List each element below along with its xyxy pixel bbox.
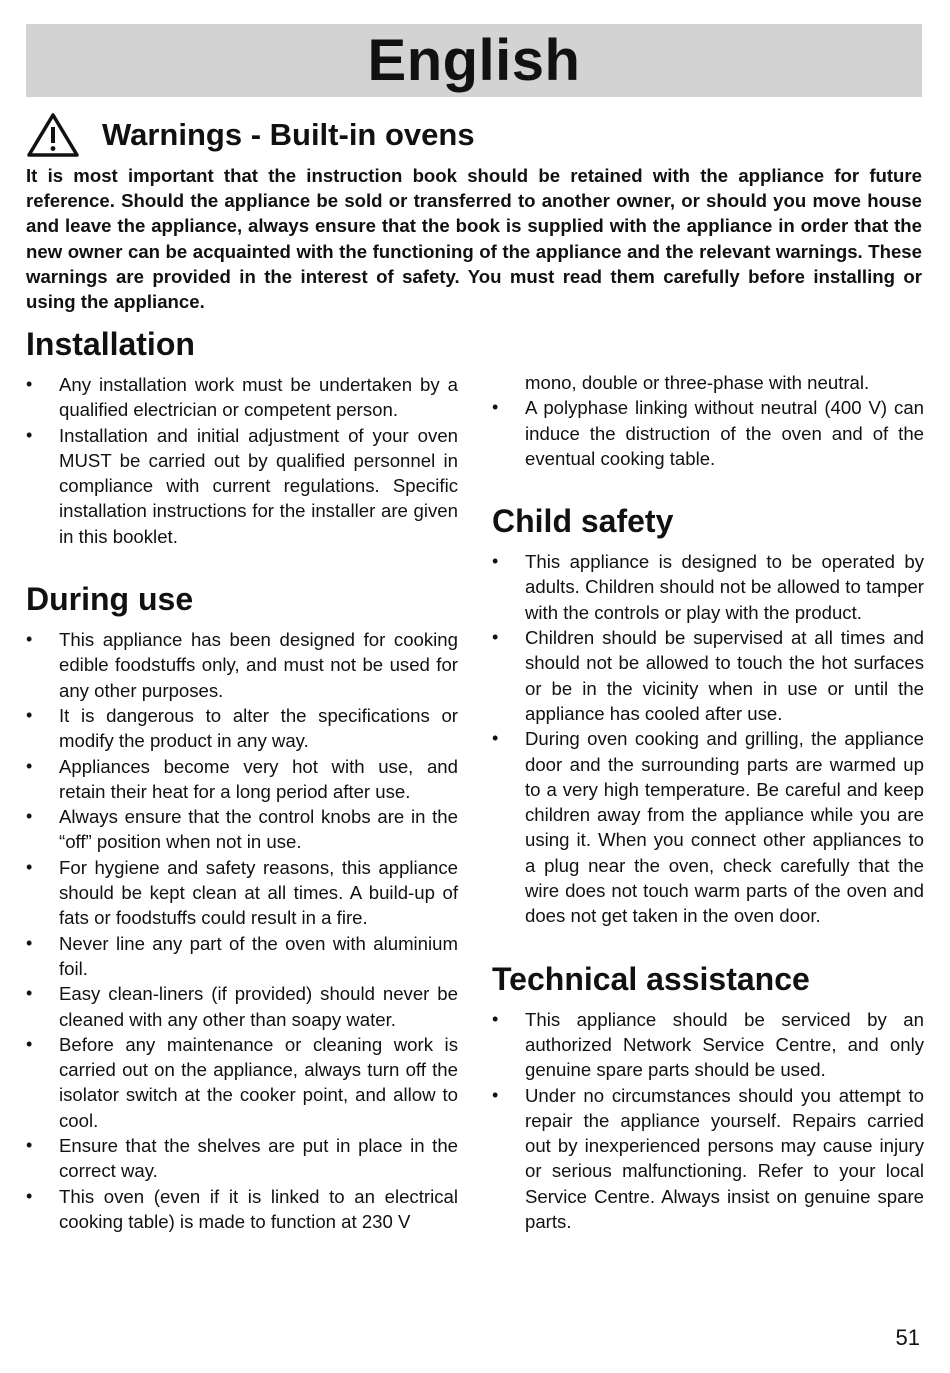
list-item: • Any installation work must be undertaken by a qualified electrician or competent person. [26, 372, 458, 423]
warnings-heading-row [26, 110, 922, 160]
warnings-intro: It is most important that the instruction book should be retained with the appliance for future reference. Should the appliance be sold or transferred to another owner, or should you move house and leave the appliance, always ensure that the book is supplied with the appliance in order that the new owner can be acquainted with the functioning of the appliance and the relevant warnings. These warnings are provided in the interest of safety. You must read them carefully before installing or using the appliance. [26, 165, 922, 313]
list-item: • Children should be supervised at all times and should not be allowed to touch the hot surfaces or be in the vicinity when in use or until the appliance has cooled after use. [492, 625, 924, 726]
list-item: • This oven (even if it is linked to an electrical cooking table) is made to function at 230 V [26, 1184, 458, 1235]
list-item: • Under no circumstances should you attempt to repair the appliance yourself. Repairs carried out by inexperienced persons may cause injury or serious malfunctioning. Refer to your local Service Centre. Always insist on genuine spare parts. [492, 1083, 924, 1235]
list-item: • A polyphase linking without neutral (400 V) can induce the distruction of the oven and of the eventual cooking table. [492, 395, 924, 471]
warnings-heading: Warnings - Built-in ovens [102, 117, 475, 152]
list-item: • This appliance has been designed for cooking edible foodstuffs only, and must not be used for any other purposes. [26, 627, 458, 703]
installation-heading: Installation [26, 326, 195, 362]
list-item-continuation: mono, double or three-phase with neutral. [525, 372, 870, 393]
list-item: • Installation and initial adjustment of your oven MUST be carried out by qualified personnel in compliance with current regulations. Specific installation instructions for the installer are given in this booklet. [26, 423, 458, 549]
during-use-heading: During use [26, 581, 194, 618]
list-item: • This appliance should be serviced by an authorized Network Service Centre, and only genuine spare parts should be used. [492, 1007, 924, 1083]
list-item: • This appliance is designed to be operated by adults. Children should not be allowed to tamper with the controls or play with the product. [492, 549, 924, 625]
warning-triangle-icon [26, 112, 80, 158]
list-item: • Appliances become very hot with use, and retain their heat for a long period after use. [26, 754, 458, 805]
list-item: • It is dangerous to alter the specifications or modify the product in any way. [26, 703, 458, 754]
child-safety-list [492, 549, 924, 928]
list-item: • Easy clean-liners (if provided) should never be cleaned with any other than soapy water. [26, 981, 458, 1032]
right-column [492, 370, 924, 1234]
list-item: • Before any maintenance or cleaning work is carried out on the appliance, always turn off the isolator switch at the cooker point, and allow to cool. [26, 1032, 458, 1133]
list-item: • Always ensure that the control knobs are in the “off” position when not in use. [26, 804, 458, 855]
during-use-list [26, 627, 458, 1234]
during-use-list-continued [492, 370, 924, 471]
language-header [26, 24, 922, 97]
left-column [26, 322, 458, 1234]
list-item: • Ensure that the shelves are put in place in the correct way. [26, 1133, 458, 1184]
child-safety-heading: Child safety [492, 503, 674, 540]
list-item: • For hygiene and safety reasons, this appliance should be kept clean at all times. A build-up of fats or foodstuffs could result in a fire. [26, 855, 458, 931]
page-title: English [367, 27, 581, 93]
technical-assistance-list [492, 1007, 924, 1235]
list-item: • During oven cooking and grilling, the appliance door and the surrounding parts are warmed up to a very high temperature. Be careful and keep children away from the appliance while you are using it. When you connect other appliances to a plug near the oven, check carefully that the wire does not touch warm parts of the oven and does not get taken in the oven door. [492, 726, 924, 928]
installation-list [26, 372, 458, 549]
list-item: • Never line any part of the oven with aluminium foil. [26, 931, 458, 982]
page-number: 51 [895, 1325, 920, 1350]
technical-assistance-heading: Technical assistance [492, 960, 810, 997]
